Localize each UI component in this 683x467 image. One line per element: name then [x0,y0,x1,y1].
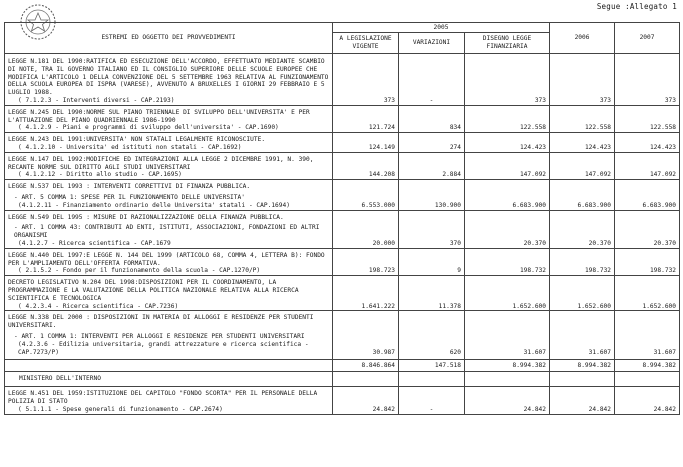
cell-2006: 124.423 [550,136,615,152]
cell-a-legislazione: 20.000 [333,214,399,249]
total-variazioni: 147.518 [399,360,465,372]
cell-variazioni: 834 [399,109,465,133]
cell-variazioni: 130.900 [399,183,465,210]
capitolo-item: ( 7.1.2.3 - Interventi diversi - CAP.2193) [18,96,175,104]
table-row [5,252,680,276]
cell-a-legislazione: 1.641.222 [333,279,399,311]
cell-2007: 31.607 [615,314,680,356]
cell-disegno-legge: 24.842 [465,390,550,414]
table-row [5,314,680,356]
total-disegno-legge: 8.994.382 [465,360,550,372]
cell-a-legislazione: 30.987 [333,314,399,356]
cell-2006: 6.683.900 [550,183,615,210]
capitolo-item: ( 4.1.2.9 - Piani e programmi di sviluppo dell'universita' - CAP.1690) [18,124,279,132]
cell-disegno-legge: 6.683.900 [465,183,550,210]
cell-a-legislazione: 144.208 [333,156,399,180]
provvedimento-title: LEGGE N.549 DEL 1995 : MISURE DI RAZIONALIZZAZIONE DELLA FINANZA PUBBLICA. [8,213,284,221]
cell-disegno-legge: 198.732 [465,252,550,276]
cell-2006: 147.092 [550,156,615,180]
cell-2006: 20.370 [550,214,615,249]
total-row [5,360,680,372]
cell-variazioni: - [399,58,465,105]
provvedimento-title: LEGGE N.147 DEL 1992:MODIFICHE ED INTEGRAZIONI ALLA LEGGE 2 DICEMBRE 1991, N. 390, RECANTE NORME SUL DIRITTO AGLI STUDI UNIVERSITARI [8,155,314,171]
table-row [5,214,680,249]
cell-2007: 198.732 [615,252,680,276]
cell-disegno-legge: 373 [465,58,550,105]
cell-disegno-legge: 122.558 [465,109,550,133]
cell-2007: 20.370 [615,214,680,249]
cell-a-legislazione: 24.842 [333,390,399,414]
cell-disegno-legge: 124.423 [465,136,550,152]
col-header-2005: 2005 [333,23,550,33]
ministry-heading-row [5,372,680,387]
articolo-sub: - ART. 1 COMMA 43: CONTRIBUTI AD ENTI, ISTITUTI, ASSOCIAZIONI, FONDAZIONI ED ALTRI ORGANISMI [14,224,320,240]
cell-a-legislazione: 373 [333,58,399,105]
capitolo-item: ( 4.1.2.12 - Diritto allo studio - CAP.1695) [18,171,182,179]
cell-2007: 122.558 [615,109,680,133]
provvedimento-title: LEGGE N.338 DEL 2000 : DISPOSIZIONI IN MATERIA DI ALLOGGI E RESIDENZE PER STUDENTI UNIVERSITARI. [8,314,314,330]
col-header-a-legislazione-vigente: A LEGISLAZIONE VIGENTE [333,33,399,54]
cell-2007: 373 [615,58,680,105]
articolo-sub: - ART. 5 COMMA 1: SPESE PER IL FUNZIONAMENTO DELLE UNIVERSITA' [14,193,245,201]
cell-a-legislazione: 124.149 [333,136,399,152]
capitolo-item: ( 5.1.1.1 - Spese generali di funzionamento - CAP.2674) [18,405,223,413]
cell-variazioni: 274 [399,136,465,152]
cell-2006: 24.842 [550,390,615,414]
cell-a-legislazione: 198.723 [333,252,399,276]
ministry-heading: MINISTERO DELL'INTERNO [5,372,333,387]
cell-a-legislazione: 6.553.000 [333,183,399,210]
provvedimenti-table [4,22,680,415]
total-2006: 8.994.382 [550,360,615,372]
table-row [5,58,680,105]
cell-variazioni: 370 [399,214,465,249]
cell-2006: 198.732 [550,252,615,276]
cell-variazioni: 620 [399,314,465,356]
segue-allegato-label: Segue :Allegato 1 [596,2,677,11]
cell-2007: 1.652.600 [615,279,680,311]
cell-2007: 147.092 [615,156,680,180]
provvedimento-title: LEGGE N.243 DEL 1991:UNIVERSITA' NON STATALI LEGALMENTE RICONOSCIUTE. [8,136,266,144]
col-header-2006: 2006 [550,23,615,54]
capitolo-item: (4.1.2.7 - Ricerca scientifica - CAP.1679 [18,239,171,247]
cell-variazioni: - [399,390,465,414]
cell-disegno-legge: 147.092 [465,156,550,180]
col-header-provvedimenti: ESTREMI ED OGGETTO DEI PROVVEDIMENTI [5,23,333,54]
cell-variazioni: 11.378 [399,279,465,311]
cell-2007: 24.842 [615,390,680,414]
table-row [5,279,680,311]
table-row [5,156,680,180]
capitolo-item: (4.1.2.11 - Finanziamento ordinario delle Universita' statali - CAP.1694) [18,201,290,209]
col-header-2007: 2007 [615,23,680,54]
total-2007: 8.994.382 [615,360,680,372]
provvedimento-title: LEGGE N.181 DEL 1990:RATIFICA ED ESECUZIONE DELL'ACCORDO, EFFETTUATO MEDIANTE SCAMBIO DI NOTE, TRA IL GOVERNO ITALIANO ED IL CONSIGLIO SUPERIORE DELLE SCUOLE EUROPEE CHE MODIFICA L'ARTICOLO 1 DELLA CONVENZIONE DEL 5 SETTEMBRE 1963 RELATIVA AL FUNZIONAMENTO DELLA SCUOLA EUROPEA DI ISPRA (VARESE), AVVENUTO A BRUXELLES I GIORNI 29 FEBBRAIO E 5 LUGLIO 1988. [8,58,329,97]
table-row [5,183,680,210]
table-row [5,136,680,152]
cell-2006: 122.558 [550,109,615,133]
cell-a-legislazione: 121.724 [333,109,399,133]
cell-disegno-legge: 1.652.600 [465,279,550,311]
capitolo-item: ( 4.2.3.4 - Ricerca scientifica - CAP.7236) [18,302,179,310]
cell-2006: 1.652.600 [550,279,615,311]
cell-2007: 6.683.900 [615,183,680,210]
table-row [5,390,680,414]
cell-disegno-legge: 31.607 [465,314,550,356]
cell-2007: 124.423 [615,136,680,152]
provvedimento-title: LEGGE N.245 DEL 1990:NORME SUL PIANO TRIENNALE DI SVILUPPO DELL'UNIVERSITA' E PER L'ATTUAZIONE DEL PIANO QUADRIENNALE 1986-1990 [8,108,310,124]
col-header-disegno-legge-finanziaria: DISEGNO LEGGE FINANZIARIA [465,33,550,54]
provvedimento-title: DECRETO LEGISLATIVO N.204 DEL 1998:DISPOSIZIONI PER IL COORDINAMENTO, LA PROGRAMMAZIONE E LA VALUTAZIONE DELLA POLITICA NAZIONALE RELATIVA ALLA RICERCA SCIENTIFICA E TECNOLOGICA [8,279,299,302]
total-a-legislazione: 8.846.864 [333,360,399,372]
col-header-variazioni: VARIAZIONI [399,33,465,54]
cell-disegno-legge: 20.370 [465,214,550,249]
cell-2006: 373 [550,58,615,105]
capitolo-item: (4.2.3.6 - Edilizia universitaria, grandi attrezzature e ricerca scientifica - CAP.7273/P) [18,340,309,356]
provvedimento-title: LEGGE N.440 DEL 1997:E LEGGE N. 144 DEL 1999 (ARTICOLO 68, COMMA 4, LETTERA B): FONDO PER L'AMPLIAMENTO DELL'OFFERTA FORMATIVA. [8,251,325,267]
table-row [5,109,680,133]
cell-variazioni: 9 [399,252,465,276]
provvedimento-title: LEGGE N.537 DEL 1993 : INTERVENTI CORRETTIVI DI FINANZA PUBBLICA. [8,183,251,191]
cell-2006: 31.607 [550,314,615,356]
cell-variazioni: 2.884 [399,156,465,180]
provvedimento-title: LEGGE N.451 DEL 1959:ISTITUZIONE DEL CAPITOLO "FONDO SCORTA" PER IL PERSONALE DELLA POLIZIA DI STATO [8,390,318,406]
articolo-sub: - ART. 1 COMMA 1: INTERVENTI PER ALLOGGI E RESIDENZE PER STUDENTI UNIVERSITARI [14,332,305,340]
capitolo-item: ( 4.1.2.10 - Universita' ed istituti non statali - CAP.1692) [18,143,242,151]
capitolo-item: ( 2.1.5.2 - Fondo per il funzionamento della scuola - CAP.1270/P) [18,267,261,275]
